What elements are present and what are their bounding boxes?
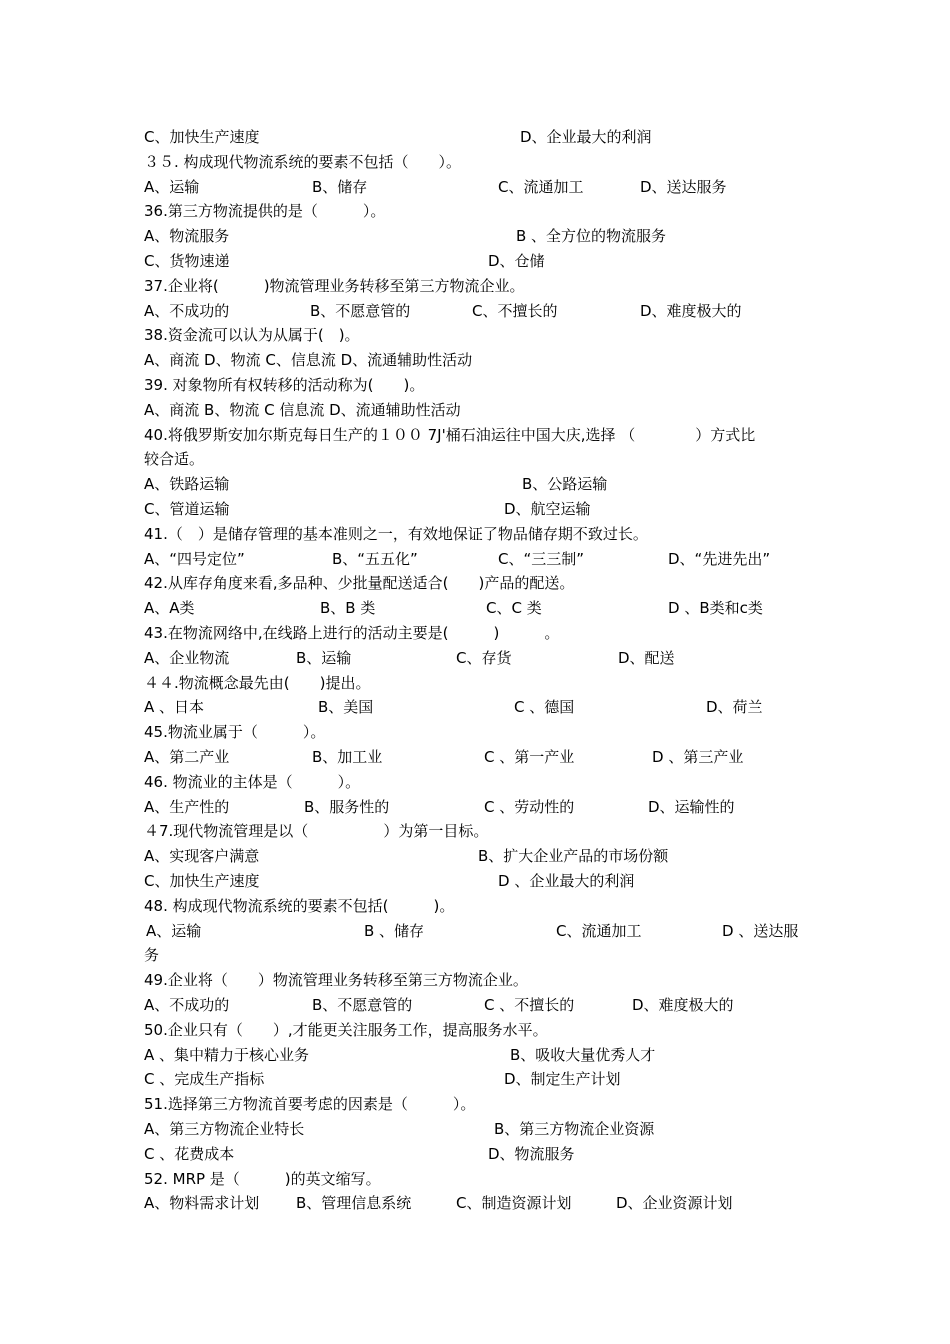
option-text: B 、全方位的物流服务	[516, 227, 667, 246]
text-line	[0, 943, 950, 968]
option-text: D、“先进先出”	[668, 549, 771, 568]
line-text: 42.从库存角度来看,多品种、少批量配送适合( )产品的配送。	[144, 574, 575, 593]
line-text: A、商流 D、物流 C、信息流 D、流通辅助性活动	[144, 351, 473, 370]
option-text: C 、劳动性的	[484, 797, 575, 816]
option-text: D、难度极大的	[632, 996, 734, 1014]
line-text: 较合适。	[144, 450, 205, 469]
line-text: A、实现客户满意	[144, 847, 260, 866]
option-text: B 、储存	[364, 921, 425, 940]
text-line	[0, 844, 950, 869]
line-text: C 、完成生产指标	[144, 1070, 265, 1089]
line-text: A、生产性的	[144, 797, 230, 816]
option-text: D 、企业最大的利润	[498, 872, 635, 890]
option-text: D、仓储	[488, 252, 545, 270]
line-text: 51.选择第三方物流首要考虑的因素是（ ）。	[144, 1095, 476, 1114]
text-line	[0, 348, 950, 373]
text-line	[0, 621, 950, 646]
text-line	[0, 497, 950, 522]
option-text: D、配送	[618, 648, 675, 667]
line-text: A、物料需求计划	[144, 1194, 260, 1213]
option-text: B、美国	[318, 698, 374, 717]
line-text: A、运输	[144, 177, 200, 196]
option-text: D、制定生产计划	[504, 1070, 621, 1089]
line-text: A、不成功的	[144, 301, 230, 320]
text-line	[0, 571, 950, 596]
option-text: B、储存	[312, 177, 368, 196]
text-line	[0, 150, 950, 175]
line-text: A、第二产业	[144, 748, 230, 766]
text-line	[0, 720, 950, 745]
option-text: D、航空运输	[504, 500, 591, 518]
line-text: C、管道运输	[144, 500, 230, 518]
text-line	[0, 770, 950, 795]
option-text: C 、德国	[514, 698, 575, 717]
text-line	[0, 125, 950, 150]
text-line	[0, 274, 950, 299]
line-text: 40.将俄罗斯安加尔斯克每日生产的１００ 7J'桶石油运往中国大庆,选择 （ ）方式比	[144, 425, 756, 444]
text-line	[0, 819, 950, 844]
line-text: C、加快生产速度	[144, 128, 260, 146]
option-text: D、企业资源计划	[616, 1194, 733, 1213]
text-line	[0, 299, 950, 324]
line-text: C 、花费成本	[144, 1144, 235, 1163]
text-line	[0, 224, 950, 249]
text-line	[0, 1018, 950, 1043]
text-line	[0, 968, 950, 993]
option-text: B、吸收大量优秀人才	[510, 1045, 656, 1064]
option-text: D、物流服务	[488, 1144, 575, 1163]
line-text: ４7.现代物流管理是以（ ）为第一目标。	[144, 822, 489, 841]
text-line	[0, 175, 950, 200]
text-line	[0, 1043, 950, 1068]
option-text: B、不愿意管的	[310, 301, 411, 320]
line-text: A、运输	[146, 921, 202, 940]
option-text: C、C 类	[486, 599, 542, 618]
text-line	[0, 199, 950, 224]
option-text: C 、不擅长的	[484, 996, 575, 1014]
text-line	[0, 547, 950, 572]
text-line	[0, 919, 950, 944]
text-line	[0, 695, 950, 720]
option-text: B、公路运输	[522, 475, 608, 494]
line-text: 37.企业将( )物流管理业务转移至第三方物流企业。	[144, 276, 525, 295]
line-text: 36.第三方物流提供的是（ ）。	[144, 202, 386, 221]
option-text: B、运输	[296, 648, 352, 667]
text-line	[0, 522, 950, 547]
option-text: B、加工业	[312, 748, 383, 766]
line-text: 46. 物流业的主体是（ ）。	[144, 772, 361, 791]
text-line	[0, 795, 950, 820]
option-text: B、B 类	[320, 599, 376, 618]
line-text: ４４.物流概念最先由( )提出。	[144, 673, 371, 692]
option-text: B、“五五化”	[332, 549, 418, 568]
text-line	[0, 596, 950, 621]
line-text: 52. MRP 是（ )的英文缩写。	[144, 1169, 381, 1188]
option-text: D、运输性的	[648, 797, 735, 816]
text-line	[0, 447, 950, 472]
text-line	[0, 1117, 950, 1142]
text-line	[0, 894, 950, 919]
option-text: D 、第三产业	[652, 748, 744, 766]
line-text: 39. 对象物所有权转移的活动称为( )。	[144, 376, 425, 394]
option-text: D 、送达服	[722, 921, 799, 940]
line-text: A、商流 B、物流 C 信息流 D、流通辅助性活动	[144, 400, 461, 419]
line-text: 49.企业将（ ）物流管理业务转移至第三方物流企业。	[144, 971, 528, 990]
text-line	[0, 993, 950, 1018]
text-line	[0, 869, 950, 894]
line-text: C、加快生产速度	[144, 872, 260, 890]
line-text: A、A类	[144, 599, 195, 618]
option-text: C、流通加工	[556, 921, 642, 940]
option-text: D 、B类和c类	[668, 599, 763, 618]
text-line	[0, 1191, 950, 1216]
option-text: C、不擅长的	[472, 301, 558, 320]
line-text: A、铁路运输	[144, 475, 230, 494]
text-line	[0, 1092, 950, 1117]
text-line	[0, 1067, 950, 1092]
option-text: C、存货	[456, 648, 512, 667]
line-text: A 、日本	[144, 698, 205, 717]
line-text: C、货物速递	[144, 252, 230, 270]
option-text: D、荷兰	[706, 698, 763, 717]
option-text: C、制造资源计划	[456, 1194, 572, 1213]
line-text: ３５. 构成现代物流系统的要素不包括（ ）。	[144, 152, 462, 171]
text-line	[0, 1142, 950, 1167]
option-text: C 、第一产业	[484, 748, 575, 766]
option-text: D、送达服务	[640, 177, 727, 196]
text-line	[0, 398, 950, 423]
option-text: D、难度极大的	[640, 301, 742, 320]
text-line	[0, 249, 950, 274]
line-text: A、“四号定位”	[144, 549, 245, 568]
line-text: 48. 构成现代物流系统的要素不包括( )。	[144, 896, 455, 915]
line-text: A、第三方物流企业特长	[144, 1120, 305, 1138]
option-text: B、管理信息系统	[296, 1194, 412, 1213]
line-text: A 、集中精力于核心业务	[144, 1045, 310, 1064]
text-line	[0, 472, 950, 497]
option-text: B、不愿意管的	[312, 996, 413, 1014]
text-line	[0, 323, 950, 348]
line-text: A、物流服务	[144, 227, 230, 246]
line-text: 50.企业只有（ ）,才能更关注服务工作，提高服务水平。	[144, 1020, 548, 1039]
text-line	[0, 745, 950, 770]
option-text: B、服务性的	[304, 797, 390, 816]
text-line	[0, 671, 950, 696]
line-text: 务	[144, 946, 160, 965]
line-text: A、企业物流	[144, 648, 230, 667]
text-line	[0, 646, 950, 671]
option-text: C、流通加工	[498, 177, 584, 196]
text-line	[0, 423, 950, 448]
option-text: C、“三三制”	[498, 549, 585, 568]
line-text: 45.物流业属于（ ）。	[144, 723, 326, 742]
text-line	[0, 373, 950, 398]
option-text: B、扩大企业产品的市场份额	[478, 847, 669, 866]
line-text: 43.在物流网络中,在线路上进行的活动主要是( ) 。	[144, 624, 560, 642]
line-text: 41.（ ）是储存管理的基本准则之一，有效地保证了物品储存期不致过长。	[144, 524, 648, 543]
line-text: 38.资金流可以认为从属于( )。	[144, 326, 360, 345]
line-text: A、不成功的	[144, 996, 230, 1014]
option-text: D、企业最大的利润	[520, 128, 652, 146]
option-text: B、第三方物流企业资源	[494, 1120, 655, 1138]
text-line	[0, 1167, 950, 1192]
